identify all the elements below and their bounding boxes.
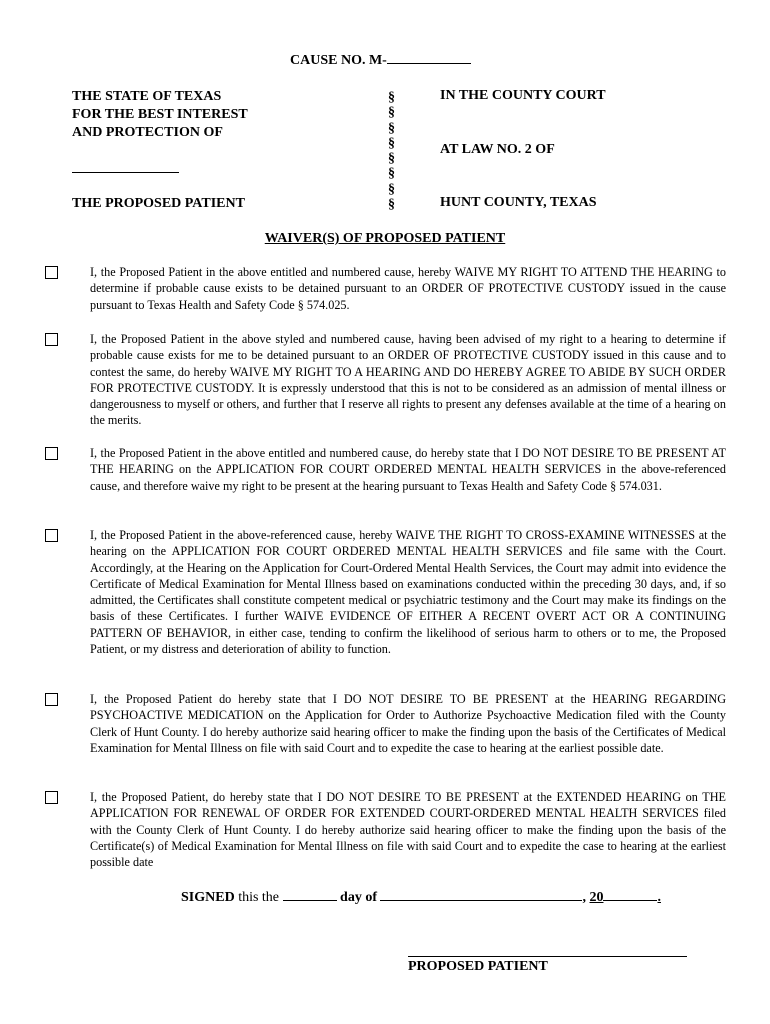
- caption-patient-label: THE PROPOSED PATIENT: [72, 196, 245, 211]
- court-name-line-2: AT LAW NO. 2 OF: [440, 142, 555, 157]
- section-mark: §: [388, 197, 395, 213]
- month-blank[interactable]: [380, 887, 582, 901]
- signed-label: SIGNED: [181, 890, 235, 905]
- section-mark: §: [388, 166, 395, 182]
- date-comma: ,: [582, 890, 590, 905]
- waiver-2-checkbox[interactable]: [45, 333, 58, 346]
- waiver-4-checkbox[interactable]: [45, 529, 58, 542]
- section-mark: §: [388, 135, 395, 151]
- cause-number: [290, 51, 471, 69]
- waiver-6-checkbox[interactable]: [45, 791, 58, 804]
- caption-protection-line: AND PROTECTION OF: [72, 125, 223, 140]
- signature-label: PROPOSED PATIENT: [408, 959, 548, 974]
- waiver-4-text: I, the Proposed Patient in the above-referenced cause, hereby WAIVE THE RIGHT TO CROSS-EXAMINE WITNESSES at the hearing on the APPLICATION FOR COURT ORDERED MENTAL HEALTH SERVICES and file same with the Court. Accordingly, at the Hearing on the Application for Court-Ordered Mental Health Services, the Court may admit into evidence the Certificate of Medical Examination for Mental Illness based on examinations conducted within the preceding 30 days, and, if so admitted, the Certificates shall constitute competent medical or psychiatric testimony and the Court may make its findings on the basis of these Certificates. I further WAIVE EVIDENCE OF EITHER A RECENT OVERT ACT OR A CONTINUING PATTERN OF BEHAVIOR, in either case, tending to confirm the likelihood of serious harm to others or to me, the Proposed Patient, or my distress and deterioration of ability to function.: [90, 528, 726, 657]
- cause-number-blank[interactable]: [387, 51, 471, 64]
- waiver-5-checkbox[interactable]: [45, 693, 58, 706]
- waiver-2-text: I, the Proposed Patient in the above styled and numbered cause, having been advised of my right to a hearing to determine if probable cause exists for me to be detained pursuant to an ORDER OF PROTECTIVE CUSTODY issued in this cause and to contest the same, do hereby WAIVE MY RIGHT TO A HEARING AND DO HEREBY AGREE TO ABIDE BY SUCH ORDER FOR PROTECTIVE CUSTODY. It is expressly understood that this is not to be considered as an admission of mental illness or dangerousness to myself or others, and further that I reserve all rights to present any defenses available at the time of a hearing on the merits.: [90, 332, 726, 428]
- waiver-3-text: I, the Proposed Patient in the above entitled and numbered cause, do hereby state that I DO NOT DESIRE TO BE PRESENT AT THE HEARING on the APPLICATION FOR COURT ORDERED MENTAL HEALTH SERVICES in the above-referenced cause, and therefore waive my right to be present at the hearing pursuant to Texas Health and Safety Code § 574.031.: [90, 446, 726, 493]
- section-mark: §: [388, 151, 395, 167]
- day-of-label: day of: [336, 890, 381, 905]
- court-name-line-1: IN THE COUNTY COURT: [440, 88, 606, 103]
- section-mark: §: [388, 105, 395, 121]
- cause-number-label: CAUSE NO. M-: [290, 53, 387, 68]
- waiver-1-checkbox[interactable]: [45, 266, 58, 279]
- waiver-6-text: I, the Proposed Patient, do hereby state that I DO NOT DESIRE TO BE PRESENT at the EXTENDED HEARING on THE APPLICATION FOR RENEWAL OF ORDER FOR EXTENDED COURT-ORDERED MENTAL HEALTH SERVICES filed with the County Clerk of Hunt County. I do hereby authorize said hearing officer to make the finding upon the basis of the Certificate(s) of Medical Examination for Mental Illness on file with said Court and to expedite the case to hearing at the earliest possible date: [90, 790, 726, 870]
- year-blank[interactable]: [603, 887, 657, 901]
- waiver-1-text: I, the Proposed Patient in the above entitled and numbered cause, hereby WAIVE MY RIGHT TO ATTEND THE HEARING to determine if probable cause exists to be detained pursuant to an ORDER OF PROTECTIVE CUSTODY issued in the cause pursuant to Texas Health and Safety Code § 574.025.: [90, 265, 726, 312]
- court-name-line-3: HUNT COUNTY, TEXAS: [440, 195, 597, 210]
- this-the-label: this the: [234, 890, 283, 905]
- caption-left: [72, 88, 248, 142]
- section-mark: §: [388, 181, 395, 197]
- date-period: .: [657, 890, 661, 905]
- waiver-3-checkbox[interactable]: [45, 447, 58, 460]
- section-mark: §: [388, 120, 395, 136]
- caption-state-line: THE STATE OF TEXAS: [72, 89, 222, 104]
- patient-name-blank[interactable]: [72, 172, 179, 173]
- waiver-5-text: I, the Proposed Patient do hereby state that I DO NOT DESIRE TO BE PRESENT at the HEARING REGARDING PSYCHOACTIVE MEDICATION on the Application for Order to Authorize Psychoactive Medication filed with the County Clerk of Hunt County. I do hereby authorize said hearing officer to make the finding upon the basis of the Certificates of Medical Examination for Mental Illness on file with said Court and to expedite the case to hearing at the earliest possible date.: [90, 692, 726, 755]
- signed-date-line: [181, 887, 661, 906]
- year-prefix: 20: [589, 890, 604, 905]
- section-marks-column: [388, 90, 395, 212]
- day-blank[interactable]: [283, 887, 337, 901]
- section-mark: §: [388, 90, 395, 105]
- document-title: WAIVER(S) OF PROPOSED PATIENT: [264, 231, 506, 246]
- signature-line[interactable]: [408, 956, 687, 957]
- caption-interest-line: FOR THE BEST INTEREST: [72, 107, 248, 122]
